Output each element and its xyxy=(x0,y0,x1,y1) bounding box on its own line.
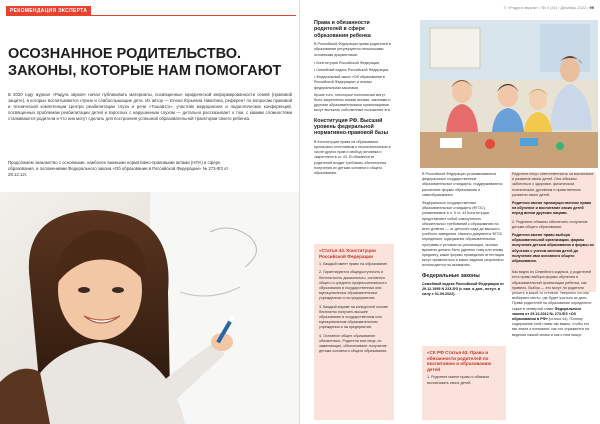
list-item: • Федеральный закон «Об образовании в Российской Федерации» и иными федеральными законами. xyxy=(314,75,385,90)
section-tag: РЕКОМЕНДАЦИЯ ЭКСПЕРТА xyxy=(6,6,91,16)
col1-paragraph-3: В Конституции права на образование прописаны отчетливым и исключительным в числе других прав и свобод человека и закреплено в ст. 43. В обязанности родителей входит требовать обеспечения получения их детьми основного общего образования. xyxy=(314,139,391,176)
col3-paragraph-1-bold: Родители имеют преимущественное право на обучение и воспитание своих детей перед всеми другими лицами. xyxy=(512,201,592,216)
col3-paragraph-3: Родители имеют право выбора образовательной организации, формы получения детьми образования и формы их обучения с учетом мнения детей до получения ими основного общего образования. xyxy=(512,233,594,264)
section-divider xyxy=(6,15,296,16)
intro-paragraph-2: Продолжаем знакомство с основными, наиболее важными нормативно-правовыми актами (НПА) в сфере образования, и положениями Федерального закона «Об образовании в Российской Федерации» № 273-ФЗ от 29.12.12г. xyxy=(8,160,229,178)
article-photo-girl-whiteboard xyxy=(0,192,300,424)
quote-box-heading: «СК РФ Статья 63. Права и обязанности родителей по воспитанию и образованию детей xyxy=(427,350,492,372)
column-2 xyxy=(422,172,506,301)
list-item: • Конституция Российской Федерации, xyxy=(314,60,381,65)
intro-paragraph: В 2020 году журнал «Радуга звуков» начал публиковать материалы, посвященные юридической информированности семей (правовой защите), в которых воспитываются глухие и слабослышащие дети. Их автор — Елена Юрьевна Никитина, референт по вопросам правовой и технической компетенции Центра реабилитации слуха и речи «Тоша&Co», участник медицинских и педагогических конференций, посвященных проблемам реабилитации детей и взрослых с нарушенным слухом — детально рассказывает о том, с какими сложностями сталкиваются родители и что они могут сделать для построения успешной образовательной траектории своего ребенка. xyxy=(8,92,292,122)
column-1 xyxy=(314,20,392,179)
col3-paragraph-2: 2. Родители обязаны обеспечить получение детьми общего образования. xyxy=(512,219,588,229)
col3-p4-bold: Федерального закона от 29.12.2012 № 273-ФЗ «Об образовании в РФ» xyxy=(512,306,582,322)
quote-item: 2. Гарантируются общедоступность и бесплатность дошкольного, основного общего и среднего профессионального образования в государственных или муниципальных образовательных учреждениях и на предприятиях. xyxy=(319,270,387,301)
quote-box-heading: «Статья 43. Конституции Российской Федерации xyxy=(319,248,376,259)
quote-item: 3. Каждый вправе на конкурсной основе бесплатно получить высшее образование в государственном или муниципальном образовательном учреждении и на предприятии. xyxy=(319,304,389,330)
col3-paragraph-1: Родители несут ответственность за воспитание и развитие своих детей. Они обязаны заботиться о здоровье, физическом, психическом, духовном и нравственном развитии своих детей. xyxy=(512,172,594,197)
col2-paragraph-3: Семейный кодекс Российской Федерации от 29.12.1995 N 223-ФЗ (с изм. и доп., вступ. в силу с 01.09.2022). xyxy=(422,282,504,297)
heading-federal-laws: Федеральные законы xyxy=(422,272,480,279)
running-head xyxy=(504,5,594,10)
col2-paragraph-2: Федеральные государственные образовательные стандарты (ФГОС), упоминаемые в п. 5 ст. 43 Конституции, представляют собой совокупность обязательных требований к образованию на всех уровнях — от детского сада до высшего учебного заведения. Именно документы ФГОС определяют содержание образовательных программ и условия их реализации, сколько времени должно быть уделено тому или иному предмету, какие формы проведения аттестации могут применяться и какие задания результаты используются на экзаменах. xyxy=(422,201,505,268)
title-line-2: ЗАКОНЫ, КОТОРЫЕ НАМ ПОМОГАЮТ xyxy=(8,63,282,79)
heading-constitution: Конституция РФ. Высший уровень федеральной нормативно-правовой базы xyxy=(314,117,389,137)
quote-item: 1. Родители имеют право и обязаны воспитывать своих детей. xyxy=(427,375,490,385)
article-title xyxy=(8,46,288,80)
page-number: 99 xyxy=(589,5,594,10)
girl-photo-illustration xyxy=(0,192,300,424)
quote-item: 1. Каждый имеет право на образование. xyxy=(319,262,389,267)
quote-item: 4. Основное общее образование обязательно. Родители или лица, их заменяющие, обеспечивают получение детьми основного общего образования. xyxy=(319,333,388,354)
classroom-photo-illustration xyxy=(420,20,598,168)
list-item: • Семейный кодекс Российской Федерации, xyxy=(314,68,389,73)
column-3 xyxy=(512,172,594,341)
quote-box-article-63 xyxy=(422,346,506,420)
heading-parents-rights: Права и обязанности родителей в сфере образования ребенка xyxy=(314,20,371,39)
article-photo-classroom xyxy=(420,20,598,168)
col3-p4-end: (статья 44). Почему содержание этой главы так важно, чтобы его мы знали и понимали, как это отражается на ведении нашей семьи и как о нем пишут. xyxy=(512,317,590,337)
col3-p4-text: Как видно из Семейного кодекса, у родителей есть право выбора формы обучения и образовательной организации ребенка, как правило. Выбор — это могут ли родители решить в какой-то степени. Уверенно ли они выбирают место, где будет учиться их дети. Права родителей на образование определено также в четвертой главе xyxy=(512,270,592,311)
right-page xyxy=(300,0,600,424)
running-head-text: © «Радуга звуков» / № 4 (41) / Декабрь 2022 / xyxy=(503,5,589,10)
col3-paragraph-4 xyxy=(512,270,594,338)
col1-paragraph-1: В Российской Федерации права родителей в образовании регулируются несколькими основными документами: xyxy=(314,42,391,57)
col2-paragraph-1: В Российской Федерации устанавливаются федеральные государственные образовательные стандарты, поддерживаются различные формы образования и самообразования. xyxy=(422,172,503,197)
title-line-1: ОСОЗНАННОЕ РОДИТЕЛЬСТВО. xyxy=(8,46,242,62)
col1-paragraph-2: Кроме того, некоторые полномочия могут быть закреплены иными актами, законами и другими образовательными организациями могут вытекать собственные положения эти. xyxy=(314,92,391,113)
quote-box-article-43 xyxy=(314,244,394,420)
